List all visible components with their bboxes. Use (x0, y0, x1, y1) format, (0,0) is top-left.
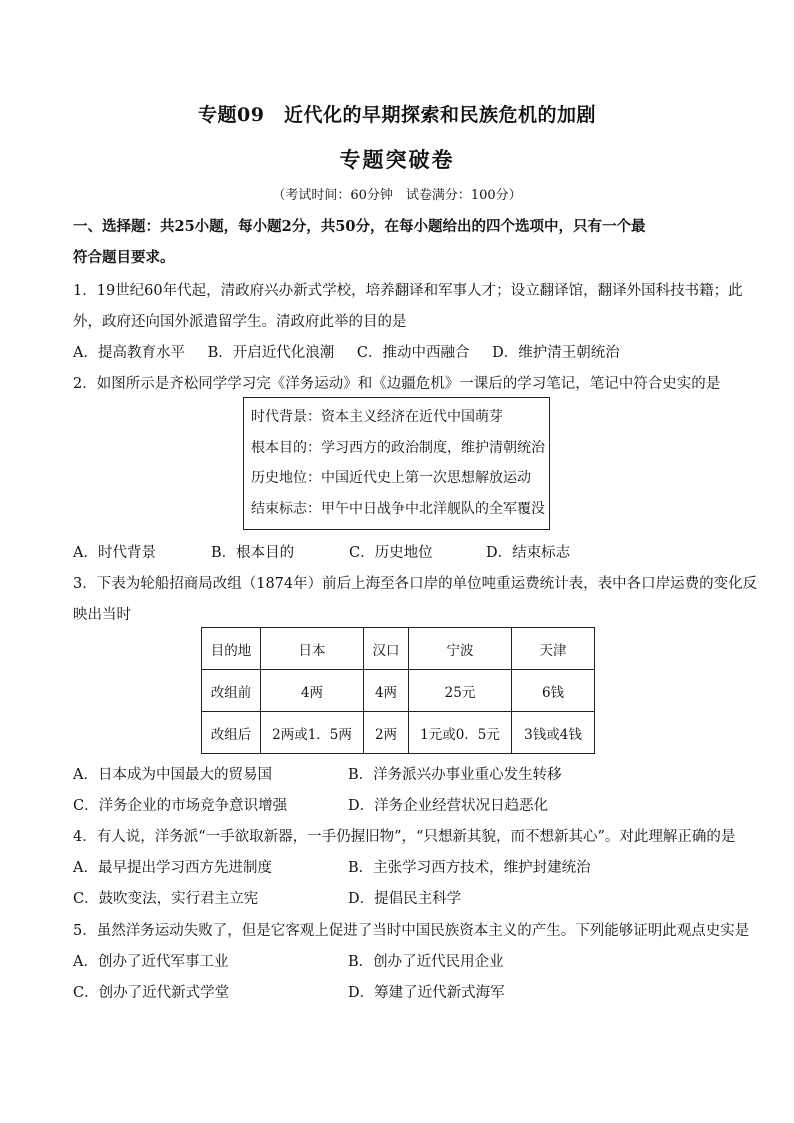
q2-option-c[interactable]: C．历史地位 (349, 545, 433, 561)
table-cell: 4两 (364, 670, 409, 712)
q4-stem: 4．有人说，洋务派“一手欲取新器，一手仍握旧物”，“只想新其貌，而不想新其心”。对此理解正确的是 (73, 829, 736, 845)
q4-option-c[interactable]: C．鼓吹变法，实行君主立宪 (73, 891, 259, 907)
table-header-cell: 目的地 (202, 628, 261, 670)
page-title: 专题09 近代化的早期探索和民族危机的加剧 (198, 104, 596, 126)
table-cell: 3钱或4钱 (512, 712, 595, 754)
page-subtitle: 专题突破卷 (339, 147, 455, 172)
q5-option-a[interactable]: A．创办了近代军事工业 (73, 954, 229, 970)
table-cell: 6钱 (512, 670, 595, 712)
q5-option-d[interactable]: D．筹建了近代新式海军 (348, 985, 505, 1001)
q3-option-d[interactable]: D．洋务企业经营状况日趋恶化 (348, 798, 549, 814)
q3-option-c[interactable]: C．洋务企业的市场竞争意识增强 (73, 798, 288, 814)
table-cell: 1元或0．5元 (409, 712, 512, 754)
q1-stem-line1: 1．19世纪60年代起，清政府兴办新式学校，培养翻译和军事人才；设立翻译馆，翻译外国科技书籍；此 (73, 283, 743, 299)
q4-option-b[interactable]: B．主张学习西方技术，维护封建统治 (348, 860, 591, 876)
q2-note-3: 历史地位：中国近代史上第一次思想解放运动 (251, 470, 531, 486)
table-cell: 改组前 (202, 670, 261, 712)
q3-freight-table (201, 627, 595, 754)
q3-option-b[interactable]: B．洋务派兴办事业重心发生转移 (348, 767, 562, 783)
table-cell: 4两 (261, 670, 364, 712)
q2-option-d[interactable]: D．结束标志 (486, 545, 571, 561)
q1-option-d[interactable]: D．维护清王朝统治 (492, 345, 620, 361)
q1-options (73, 341, 638, 362)
q5-stem: 5．虽然洋务运动失败了，但是它客观上促进了当时中国民族资本主义的产生。下列能够证明此观点史实是 (73, 923, 750, 939)
table-row (202, 670, 595, 712)
exam-info: （考试时间：60分钟 试卷满分：100分） (272, 188, 522, 203)
q2-study-notes-box (243, 397, 550, 530)
q1-stem-line2: 外，政府还向国外派遣留学生。清政府此举的目的是 (73, 314, 407, 330)
table-header-row (202, 628, 595, 670)
table-cell: 2两 (364, 712, 409, 754)
section-heading-line2: 符合题目要求。 (73, 249, 175, 266)
table-cell: 2两或1．5两 (261, 712, 364, 754)
q3-stem-line2: 映出当时 (73, 607, 131, 623)
q2-note-4: 结束标志：甲午中日战争中北洋舰队的全军覆没 (251, 500, 545, 517)
table-header-cell: 天津 (512, 628, 595, 670)
q1-option-c[interactable]: C．推动中西融合 (356, 345, 470, 361)
table-header-cell: 宁波 (409, 628, 512, 670)
q4-option-d[interactable]: D．提倡民主科学 (348, 891, 462, 907)
q2-stem: 2．如图所示是齐松同学学习完《洋务运动》和《边疆危机》一课后的学习笔记，笔记中符合史实的是 (73, 376, 721, 392)
q5-option-c[interactable]: C．创办了近代新式学堂 (73, 985, 230, 1001)
q2-note-2: 根本目的：学习西方的政治制度，维护清朝统治 (251, 439, 545, 456)
table-row (202, 712, 595, 754)
q2-note-1: 时代背景：资本主义经济在近代中国萌芽 (251, 409, 503, 425)
table-cell: 25元 (409, 670, 512, 712)
section-heading-line1: 一、选择题：共25小题，每小题2分，共50分，在每小题给出的四个选项中，只有一个最 (73, 218, 646, 235)
q2-option-b[interactable]: B．根本目的 (211, 545, 295, 561)
q1-option-a[interactable]: A．提高教育水平 (73, 345, 185, 361)
q3-stem-line1: 3．下表为轮船招商局改组（1874年）前后上海至各口岸的单位吨重运费统计表，表中各口岸运费的变化反 (73, 576, 758, 592)
q1-option-b[interactable]: B．开启近代化浪潮 (207, 345, 335, 361)
table-header-cell: 日本 (261, 628, 364, 670)
q2-option-a[interactable]: A．时代背景 (73, 545, 156, 561)
table-cell: 改组后 (202, 712, 261, 754)
q3-option-a[interactable]: A．日本成为中国最大的贸易国 (73, 767, 272, 783)
table-header-cell: 汉口 (364, 628, 409, 670)
q5-option-b[interactable]: B．创办了近代民用企业 (348, 954, 504, 970)
q4-option-a[interactable]: A．最早提出学习西方先进制度 (73, 860, 272, 876)
